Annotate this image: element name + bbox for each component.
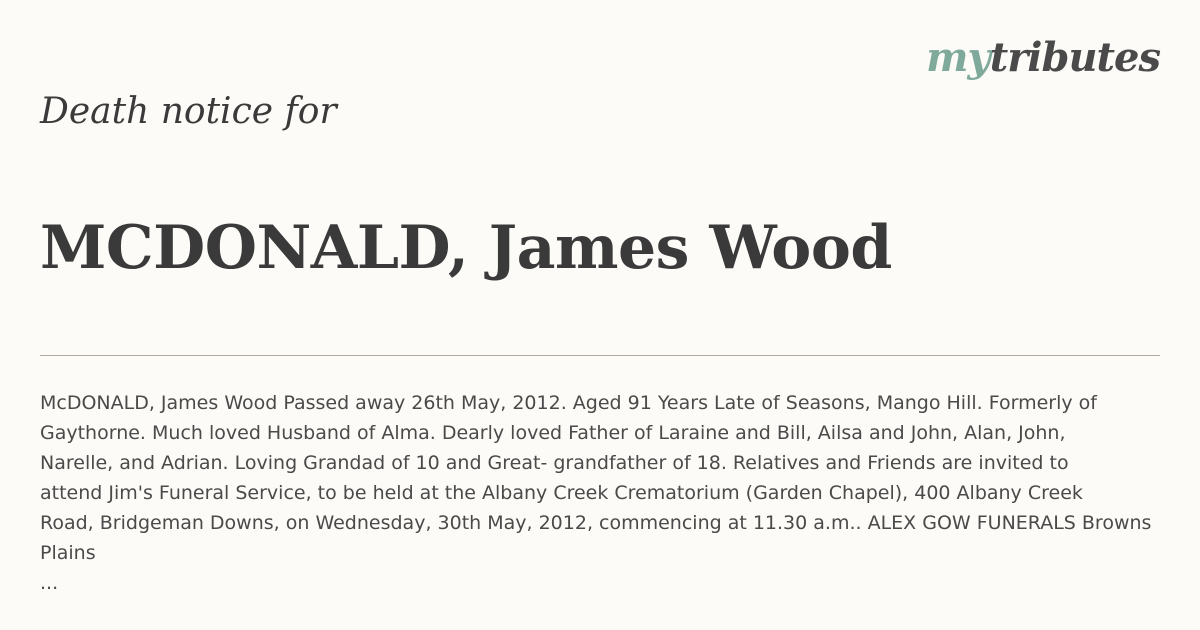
deceased-name: MCDONALD, James Wood xyxy=(40,213,892,283)
mytributes-logo[interactable] xyxy=(926,30,1160,86)
notice-text: McDONALD, James Wood Passed away 26th May, 2012. Aged 91 Years Late of Seasons, Mango Hill. Formerly of Gaythorne. Much loved Husband of Alma. Dearly loved Father of Laraine and Bill, Ailsa and John, Alan, John, Narelle, and Adrian. Loving Grandad of 10 and Great- grandfather of 18. Relatives and Friends are invited to attend Jim's Funeral Service, to be held at the Albany Creek Crematorium (Garden Chapel), 400 Albany Creek Road, Bridgeman Downs, on Wednesday, 30th May, 2012, commencing at 11.30 a.m.. ALEX GOW FUNERALS Browns Plains ... xyxy=(40,392,1152,594)
divider xyxy=(40,355,1160,356)
logo-tributes-text: tributes xyxy=(989,34,1160,81)
logo-my-text: my xyxy=(926,34,990,81)
page-subtitle: Death notice for xyxy=(40,91,337,132)
